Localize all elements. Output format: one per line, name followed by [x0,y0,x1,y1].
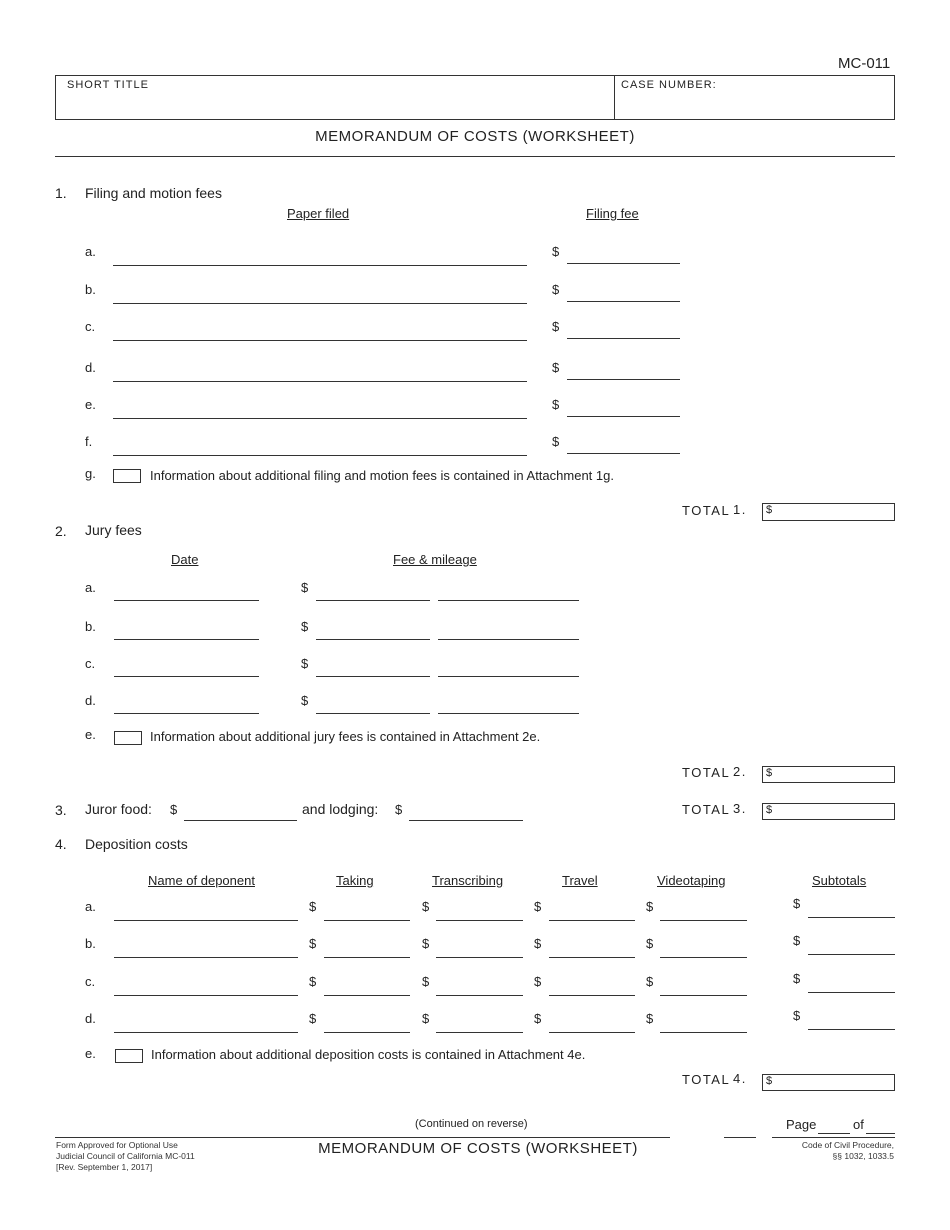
s4-dollar: $ [422,936,430,951]
s4-taking-field[interactable] [324,995,410,996]
footer-right-2: §§ 1032, 1033.5 [832,1151,894,1161]
s4-col-videotaping: Videotaping [657,873,726,888]
s2-date-field[interactable] [114,600,259,601]
s1-heading: Filing and motion fees [85,185,222,201]
s1-fee-field[interactable] [567,379,680,380]
s2-e-checkbox[interactable] [114,731,142,745]
s2-date-field[interactable] [114,676,259,677]
s4-total-field[interactable] [762,1074,895,1091]
s4-row-letter: c. [85,974,96,989]
s4-row-letter: a. [85,899,96,914]
s4-travel-field[interactable] [549,1032,635,1033]
s4-subtotal-dollar: $ [793,896,801,911]
s1-g-checkbox[interactable] [113,469,141,483]
s1-fee-dollar: $ [552,244,560,259]
s4-dollar: $ [422,974,430,989]
s2-row-letter: b. [85,619,96,634]
s2-fee-dollar: $ [301,580,309,595]
s1-paper-field[interactable] [113,265,527,266]
s4-travel-field[interactable] [549,957,635,958]
s3-total-field[interactable] [762,803,895,820]
s4-taking-field[interactable] [324,920,410,921]
s2-e-letter: e. [85,727,96,742]
s2-date-field[interactable] [114,639,259,640]
footer-title: MEMORANDUM OF COSTS (WORKSHEET) [318,1140,638,1157]
s2-fee-field[interactable] [316,676,430,677]
short-title-field[interactable] [58,95,610,117]
s4-name-field[interactable] [114,920,298,921]
s4-dollar: $ [422,1011,430,1026]
s4-name-field[interactable] [114,995,298,996]
s2-row-letter: c. [85,656,96,671]
s4-dollar: $ [309,1011,317,1026]
s4-transcribing-field[interactable] [436,995,523,996]
s4-transcribing-field[interactable] [436,920,523,921]
s4-dollar: $ [534,936,542,951]
s2-fee-field[interactable] [316,600,430,601]
s3-food-field[interactable] [184,820,297,821]
s1-fee-field[interactable] [567,338,680,339]
short-title-label: SHORT TITLE [67,79,149,91]
s1-fee-dollar: $ [552,319,560,334]
s4-videotaping-field[interactable] [660,920,747,921]
s2-fee-dollar: $ [301,693,309,708]
s4-videotaping-field[interactable] [660,957,747,958]
s2-fee-dollar: $ [301,656,309,671]
s4-col-subtotals: Subtotals [812,873,867,888]
s1-row-letter: a. [85,244,96,259]
s2-mileage-field[interactable] [438,600,579,601]
s2-fee-field[interactable] [316,639,430,640]
s1-paper-field[interactable] [113,455,527,456]
s1-total-dollar: $ [766,504,773,516]
s1-g-text: Information about additional filing and motion fees is contained in Attachment 1g. [150,468,614,483]
case-number-label: CASE NUMBER: [621,79,717,91]
s4-subtotal-dollar: $ [793,971,801,986]
s1-row-letter: b. [85,282,96,297]
s4-col-transcribing: Transcribing [432,873,504,888]
s1-total-num: 1. [733,502,747,517]
s4-dollar: $ [309,899,317,914]
s1-fee-dollar: $ [552,434,560,449]
s4-total-label: TOTAL [682,1072,731,1087]
s4-transcribing-field[interactable] [436,1032,523,1033]
s4-videotaping-field[interactable] [660,1032,747,1033]
s2-row-letter: d. [85,693,96,708]
form-title: MEMORANDUM OF COSTS (WORKSHEET) [315,128,635,145]
s2-fee-field[interactable] [316,713,430,714]
s1-row-letter: e. [85,397,96,412]
s1-number: 1. [55,185,67,201]
s4-subtotal-field[interactable] [808,992,895,993]
s2-total-field[interactable] [762,766,895,783]
s2-col-fee: Fee & mileage [393,552,477,567]
s1-fee-dollar: $ [552,360,560,375]
s2-mileage-field[interactable] [438,713,579,714]
s4-taking-field[interactable] [324,957,410,958]
s4-videotaping-field[interactable] [660,995,747,996]
s4-dollar: $ [534,899,542,914]
s4-heading: Deposition costs [85,836,188,852]
s1-paper-field[interactable] [113,381,527,382]
s1-fee-field[interactable] [567,416,680,417]
s1-row-letter: c. [85,319,96,334]
page-label: Page [786,1117,817,1132]
case-number-field[interactable] [618,95,892,117]
footer-left-1: Form Approved for Optional Use [56,1140,178,1150]
s1-fee-field[interactable] [567,301,680,302]
s4-dollar: $ [309,936,317,951]
s1-fee-dollar: $ [552,282,560,297]
s1-col-fee: Filing fee [586,206,639,221]
s1-total-field[interactable] [762,503,895,521]
footer-left-3: [Rev. September 1, 2017] [56,1162,153,1172]
s2-number: 2. [55,523,67,539]
s4-number: 4. [55,836,67,852]
s4-total-num: 4. [733,1071,747,1086]
s2-total-dollar: $ [766,767,773,779]
page-number-field[interactable] [818,1133,850,1134]
s4-col-taking: Taking [336,873,374,888]
s4-col-name: Name of deponent [148,873,255,888]
s1-fee-field[interactable] [567,453,680,454]
s4-subtotal-field[interactable] [808,1029,895,1030]
s4-dollar: $ [646,899,654,914]
s1-g-letter: g. [85,466,96,481]
s1-paper-field[interactable] [113,303,527,304]
s4-e-checkbox[interactable] [115,1049,143,1063]
s4-name-field[interactable] [114,957,298,958]
s3-number: 3. [55,802,67,818]
s2-heading: Jury fees [85,522,142,538]
s3-lodging-field[interactable] [409,820,523,821]
s3-total-label: TOTAL [682,802,731,817]
s4-dollar: $ [534,1011,542,1026]
s4-e-text: Information about additional deposition costs is contained in Attachment 4e. [151,1047,586,1062]
header-divider [614,75,615,120]
s1-fee-field[interactable] [567,263,680,264]
s4-row-letter: b. [85,936,96,951]
s4-subtotal-field[interactable] [808,954,895,955]
s4-transcribing-field[interactable] [436,957,523,958]
s1-paper-field[interactable] [113,418,527,419]
s2-date-field[interactable] [114,713,259,714]
s4-dollar: $ [646,974,654,989]
s1-row-letter: f. [85,434,93,449]
s4-col-travel: Travel [562,873,598,888]
footer-right-1: Code of Civil Procedure, [801,1140,894,1150]
s3-lodging-label: and lodging: [302,801,379,817]
s2-e-text: Information about additional jury fees is contained in Attachment 2e. [150,729,541,744]
s2-total-label: TOTAL [682,765,731,780]
s1-paper-field[interactable] [113,340,527,341]
s1-fee-dollar: $ [552,397,560,412]
s4-dollar: $ [646,1011,654,1026]
footer-rule-mid [724,1137,756,1138]
s4-e-letter: e. [85,1046,96,1061]
s4-travel-field[interactable] [549,920,635,921]
s2-total-num: 2. [733,764,747,779]
s4-subtotal-field[interactable] [808,917,895,918]
s2-mileage-field[interactable] [438,639,579,640]
s3-food-label: Juror food: [85,801,152,817]
form-id: MC-011 [838,55,891,72]
s4-row-letter: d. [85,1011,96,1026]
s2-fee-dollar: $ [301,619,309,634]
of-label: of [853,1117,864,1132]
s4-total-dollar: $ [766,1075,773,1087]
s2-col-date: Date [171,552,199,567]
footer-rule-right [772,1137,895,1138]
s2-row-letter: a. [85,580,96,595]
s3-total-dollar: $ [766,804,773,816]
s4-subtotal-dollar: $ [793,933,801,948]
s4-name-field[interactable] [114,1032,298,1033]
page-total-field[interactable] [866,1133,895,1134]
s3-lodging-dollar: $ [395,802,403,817]
s1-total-label: TOTAL [682,503,731,518]
s1-col-paper: Paper filed [287,206,350,221]
s4-dollar: $ [309,974,317,989]
s4-travel-field[interactable] [549,995,635,996]
footer-rule-left [55,1137,670,1138]
s1-row-letter: d. [85,360,96,375]
s3-total-num: 3. [733,801,747,816]
s3-food-dollar: $ [170,802,178,817]
title-rule [55,156,895,157]
s2-mileage-field[interactable] [438,676,579,677]
s4-dollar: $ [646,936,654,951]
s4-taking-field[interactable] [324,1032,410,1033]
footer-left-2: Judicial Council of California MC-011 [56,1151,195,1161]
s4-dollar: $ [422,899,430,914]
s4-subtotal-dollar: $ [793,1008,801,1023]
s4-dollar: $ [534,974,542,989]
continued-note: (Continued on reverse) [415,1118,528,1130]
